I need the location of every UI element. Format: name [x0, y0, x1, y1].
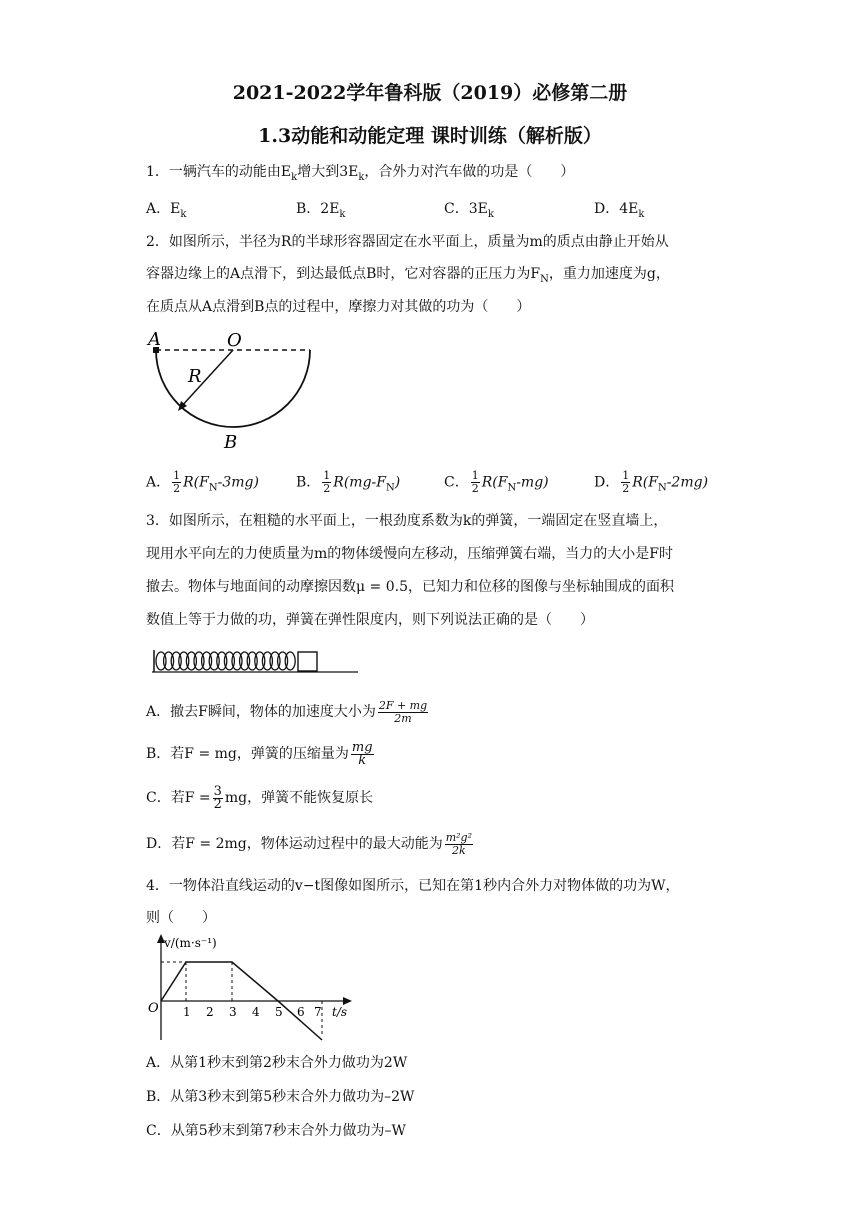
q3-line3: 撤去。物体与地面间的动摩擦因数μ = 0.5，已知力和位移的图像与坐标轴围成的面积: [146, 579, 674, 595]
vt-graph: [142, 930, 362, 1048]
q4-option-a: A．从第1秒末到第2秒末合外力做功为2W: [146, 1055, 408, 1071]
q4-line1: 4．一物体沿直线运动的v−t图像如图所示，已知在第1秒内合外力对物体做的功为W，: [146, 878, 680, 894]
q3-option-b: B．若F = mg，弹簧的压缩量为 $\frac{mg}{k}$: [146, 739, 373, 768]
q1-option-a: A．$E_k$: [146, 201, 187, 220]
q1-text-a: 1．一辆汽车的动能由E: [146, 164, 292, 180]
v-axis-label: v/(m·s⁻¹): [164, 936, 217, 950]
tick-4: 4: [252, 1005, 260, 1019]
label-a: A: [148, 329, 161, 350]
q2-option-a: A． $\frac{1}{2}$ $R(F_N-3mg)$: [146, 469, 259, 495]
title-line2: 1.3动能和动能定理 课时训练（解析版）: [258, 125, 602, 147]
origin-label: O: [148, 1001, 159, 1016]
label-b: B: [224, 432, 238, 453]
q2-option-b: B． $\frac{1}{2}$ $R(mg-F_N)$: [296, 469, 401, 495]
q3-line2: 现用水平向左的力使质量为m的物体缓慢向左移动，压缩弹簧右端，当力的大小是F时: [146, 546, 673, 562]
tick-2: 2: [206, 1005, 214, 1019]
q1-option-b: B．$2E_k$: [296, 201, 346, 220]
q1-option-d: D．$4E_k$: [594, 201, 645, 220]
t-axis-arrow: [343, 997, 352, 1005]
q3-option-d: D．若F = 2mg，物体运动过程中的最大动能为 $\frac{\text{m²g²}}{2k}$: [146, 830, 473, 857]
q4-option-b: B．从第3秒末到第5秒末合外力做功为–2W: [146, 1089, 415, 1105]
label-o: O: [227, 330, 242, 351]
q3-line4: 数值上等于力做的功，弹簧在弹性限度内，则下列说法正确的是（ ）: [146, 612, 594, 628]
hemisphere-arc: [156, 350, 310, 427]
q4-option-c: C．从第5秒末到第7秒末合外力做功为–W: [146, 1123, 406, 1139]
spring-coils: [156, 652, 295, 670]
q2-line1: 2．如图所示，半径为R的半球形容器固定在水平面上，质量为m的质点由静止开始从: [146, 234, 669, 250]
q1-text-c: ，合外力对汽车做的功是（ ）: [364, 164, 575, 180]
tick-3: 3: [229, 1005, 237, 1019]
tick-5: 5: [275, 1005, 283, 1019]
block: [298, 652, 317, 671]
q1-stem: [146, 162, 574, 188]
title-line1: 2021-2022学年鲁科版（2019）必修第二册: [232, 82, 628, 104]
q3-line1: 3．如图所示，在粗糙的水平面上，一根劲度系数为k的弹簧，一端固定在竖直墙上，: [146, 513, 668, 529]
t-axis-label: t/s: [332, 1005, 348, 1019]
q1-option-c: C．$3E_k$: [444, 201, 494, 220]
label-r: R: [188, 366, 202, 387]
tick-6: 6: [297, 1005, 305, 1019]
q1-sub-1: k: [291, 171, 298, 183]
tick-7: 7: [314, 1005, 322, 1019]
q2-option-c: C． $\frac{1}{2}$ $R(F_N-mg)$: [444, 469, 549, 495]
q2-line2: 容器边缘上的A点滑下，到达最低点B时，它对容器的正压力为$F_N$，重力加速度为g，: [146, 266, 670, 285]
spring-coil: [285, 652, 295, 670]
q1-sub-2: k: [358, 171, 365, 183]
tick-1: 1: [183, 1005, 191, 1019]
q3-option-a: A．撤去F瞬间，物体的加速度大小为 $\frac{2F + mg}{2m}$: [146, 698, 428, 725]
q1-text-b: 增大到3E: [297, 164, 359, 180]
hemisphere-figure: [140, 328, 340, 458]
q2-line3: 在质点从A点滑到B点的过程中，摩擦力对其做的功为（ ）: [146, 299, 531, 315]
q4-line2: 则（ ）: [146, 910, 216, 926]
q2-option-d: D． $\frac{1}{2}$ $R(F_N-2mg)$: [594, 469, 709, 495]
q3-option-c: C．若F = $\frac{3}{2}$ mg，弹簧不能恢复原长: [146, 783, 374, 812]
spring-figure: [148, 646, 368, 678]
